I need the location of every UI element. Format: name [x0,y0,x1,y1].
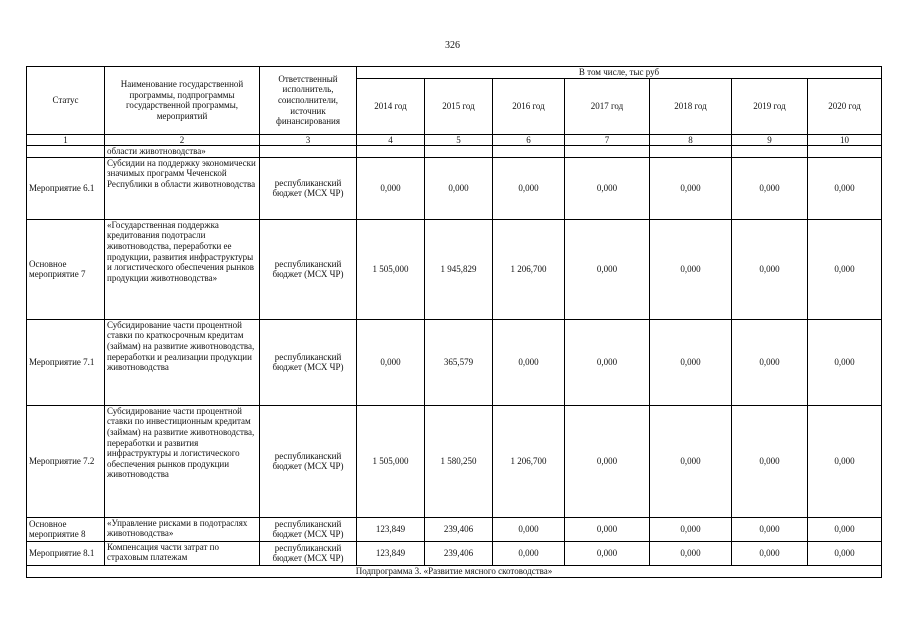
row-responsible: республиканский бюджет (МСХ ЧР) [260,517,357,541]
header-year: 2019 год [732,78,808,134]
row-value: 1 505,000 [357,219,425,319]
column-index: 7 [565,134,650,146]
row-status: Мероприятие 6.1 [27,157,105,219]
row-value: 0,000 [732,517,808,541]
row-responsible: республиканский бюджет (МСХ ЧР) [260,219,357,319]
row-value: 0,000 [808,517,882,541]
row-value: 0,000 [357,157,425,219]
header-row [27,67,882,79]
table-row [27,219,882,319]
row-value: 0,000 [732,157,808,219]
row-value: 123,849 [357,517,425,541]
column-index: 3 [260,134,357,146]
column-index: 2 [105,134,260,146]
row-value: 0,000 [732,219,808,319]
row-value: 0,000 [808,157,882,219]
row-value: 0,000 [493,517,565,541]
continuation-text: области животноводства» [105,146,260,158]
row-responsible: республиканский бюджет (МСХ ЧР) [260,541,357,565]
row-value: 123,849 [357,541,425,565]
header-year: 2017 год [565,78,650,134]
column-index-row [27,134,882,146]
column-index: 6 [493,134,565,146]
row-name: Компенсация части затрат по страховым платежам [105,541,260,565]
row-name: Субсидии на поддержку экономически значимых программ Чеченской Республики в области животноводства [105,157,260,219]
header-year: 2020 год [808,78,882,134]
row-value: 1 580,250 [425,405,493,517]
header-year: 2016 год [493,78,565,134]
row-value: 0,000 [493,157,565,219]
row-value: 239,406 [425,541,493,565]
row-value: 1 505,000 [357,405,425,517]
table-row [27,517,882,541]
table-row [27,405,882,517]
row-value: 0,000 [650,219,732,319]
row-value: 0,000 [565,541,650,565]
row-value: 0,000 [808,541,882,565]
column-index: 10 [808,134,882,146]
row-value: 0,000 [732,541,808,565]
row-value: 0,000 [808,319,882,405]
column-index: 9 [732,134,808,146]
row-value: 1 206,700 [493,219,565,319]
row-value: 1 206,700 [493,405,565,517]
table-row [27,157,882,219]
subprogram-row [27,565,882,577]
row-value: 0,000 [650,405,732,517]
row-value: 0,000 [650,517,732,541]
row-status: Мероприятие 7.1 [27,319,105,405]
row-responsible: республиканский бюджет (МСХ ЧР) [260,405,357,517]
row-status: Мероприятие 7.2 [27,405,105,517]
row-value: 239,406 [425,517,493,541]
row-name: Субсидирование части процентной ставки по инвестиционным кредитам (займам) на развитие животноводства, переработки и развития инфраструктуры и логистического обеспечения рынков продукции животноводства [105,405,260,517]
row-value: 0,000 [565,157,650,219]
row-status: Основное мероприятие 8 [27,517,105,541]
header-responsible: Ответственный исполнитель, соисполнители, источник финансирования [260,67,357,135]
subprogram-title: Подпрограмма 3. «Развитие мясного скотоводства» [27,565,882,577]
header-year: 2014 год [357,78,425,134]
row-value: 0,000 [650,157,732,219]
row-value: 0,000 [565,405,650,517]
row-value: 0,000 [565,219,650,319]
row-name: Субсидирование части процентной ставки по краткосрочным кредитам (займам) на развитие животноводства, переработки и реализации продукции животноводства [105,319,260,405]
row-status: Мероприятие 8.1 [27,541,105,565]
page-number: 326 [445,40,460,51]
row-responsible: республиканский бюджет (МСХ ЧР) [260,157,357,219]
header-year: 2015 год [425,78,493,134]
row-value: 365,579 [425,319,493,405]
column-index: 5 [425,134,493,146]
column-index: 4 [357,134,425,146]
row-value: 0,000 [565,517,650,541]
row-value: 0,000 [493,541,565,565]
header-status: Статус [27,67,105,135]
column-index: 1 [27,134,105,146]
table-row [27,319,882,405]
row-status: Основное мероприятие 7 [27,219,105,319]
row-value: 0,000 [808,219,882,319]
header-group: В том числе, тыс руб [357,67,882,79]
column-index: 8 [650,134,732,146]
continuation-row [27,146,882,158]
row-value: 0,000 [493,319,565,405]
table-row [27,541,882,565]
row-value: 0,000 [732,319,808,405]
row-responsible: республиканский бюджет (МСХ ЧР) [260,319,357,405]
row-name: «Государственная поддержка кредитования подотрасли животноводства, переработки ее продукции, развития инфраструктуры и логистического обеспечения рынков продукции животноводства» [105,219,260,319]
row-value: 1 945,829 [425,219,493,319]
header-year: 2018 год [650,78,732,134]
row-value: 0,000 [650,319,732,405]
row-value: 0,000 [650,541,732,565]
row-name: «Управление рисками в подотраслях животноводства» [105,517,260,541]
row-value: 0,000 [808,405,882,517]
row-value: 0,000 [565,319,650,405]
row-value: 0,000 [425,157,493,219]
row-value: 0,000 [357,319,425,405]
row-value: 0,000 [732,405,808,517]
header-name: Наименование государственной программы, подпрограммы государственной программы, мероприятий [105,67,260,135]
budget-table [26,66,882,578]
